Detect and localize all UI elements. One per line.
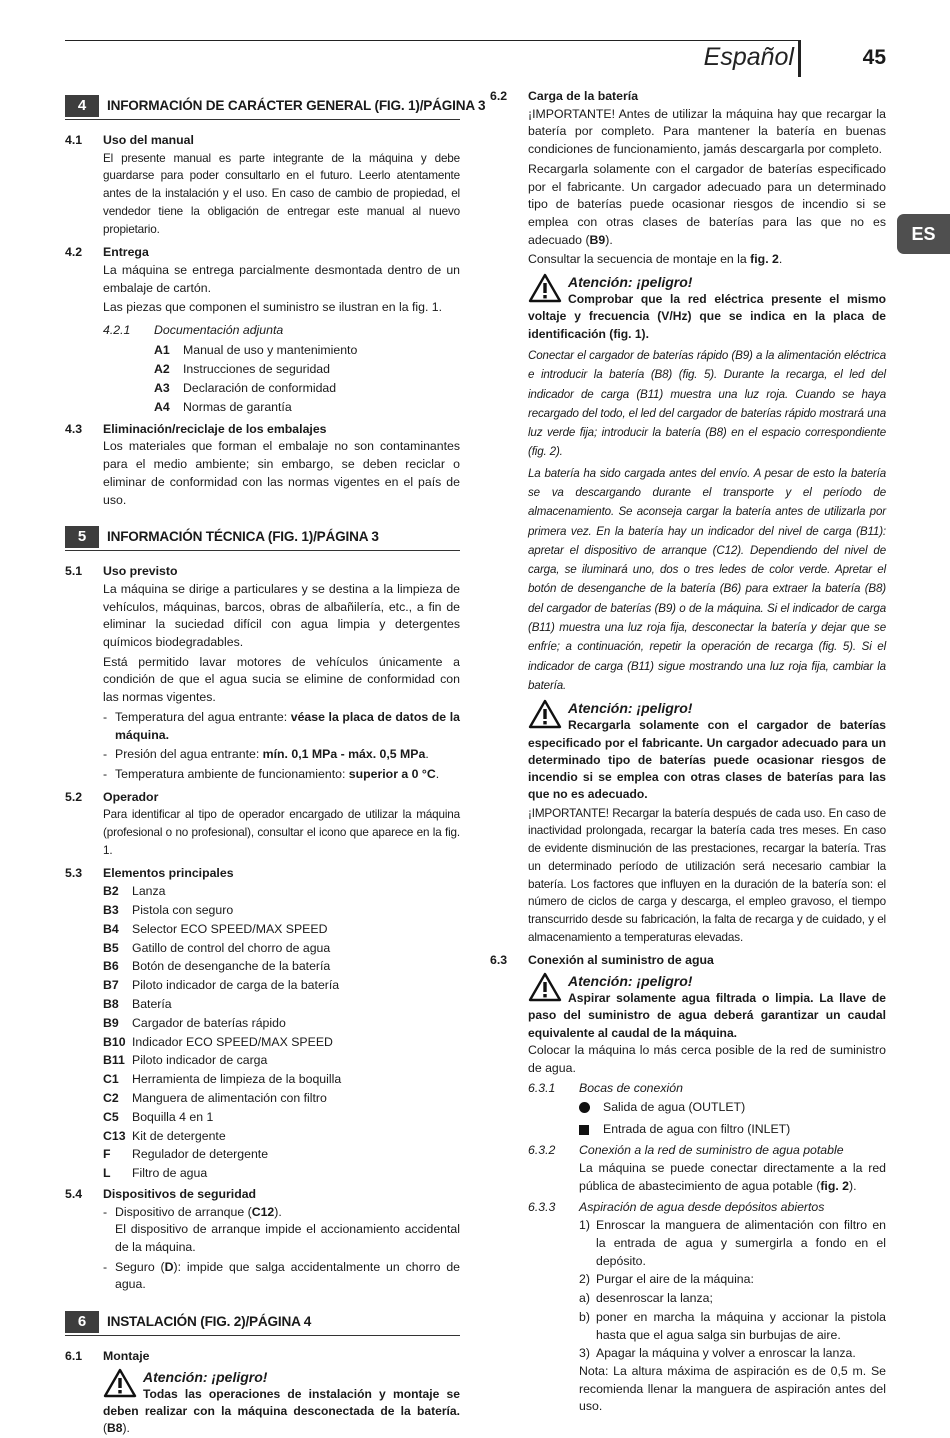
paragraph-figure-ref: fig. 2 [820,1178,850,1193]
chapter-number: 4 [65,95,99,117]
subsection-6-3-3-heading [528,1199,886,1217]
warning-code: B8 [107,1421,123,1436]
item-value: superior a 0 °C [348,766,436,781]
section-title: Uso previsto [103,564,178,579]
item-label: Herramienta de limpieza de la boquilla [132,1072,342,1087]
step-number: a) [579,1291,590,1306]
warning-triangle-icon [528,699,562,729]
item-key: L [103,1166,111,1181]
section-number: 5.2 [65,789,83,804]
aspiration-note: Nota: La altura máxima de aspiración es de 0,5 m. Se recomienda llenar la manguera de aspiración antes del uso. [579,1363,886,1414]
paragraph-text-end: ). [849,1178,857,1193]
item-text: Temperatura ambiente de funcionamiento: [115,766,349,781]
section-5-1-text-2: Está permitido lavar motores de vehículos únicamente a condición de que el agua sucia se elimine de conformidad con las normas vigentes. [103,654,460,705]
subsection-number: 4.2.1 [103,323,131,338]
item-key: C13 [103,1128,126,1143]
chapter-number: 6 [65,1311,99,1333]
step-item [579,1271,886,1289]
subsection-6-3-2-heading [528,1142,886,1160]
section-number: 6.2 [490,89,508,103]
warning-text: Comprobar que la red eléctrica presente el mismo voltaje y frecuencia (V/Hz) que se indica en la placa de identificación (fig. 1). [528,292,886,341]
item-label: Manguera de alimentación con filtro [132,1090,327,1105]
paragraph-text-end: ). [605,232,613,247]
section-number: 5.4 [65,1186,83,1201]
step-item [579,1290,886,1308]
item-key: C5 [103,1109,119,1124]
warning-message: Todas las operaciones de instalación y montaje se deben realizar con la máquina desconectada de la batería. [103,1386,460,1419]
section-6-2-text-4: ¡IMPORTANTE! Recargar la batería después de cada uso. En caso de inactividad prolongada, recargar la batería cada tres meses. En caso de evidente disminución de las prestaciones, recargar la batería. Tras un determinado período de utilización será necesario cambiar la batería. Los factores que influyen en la duración de la batería son: el número de ciclos de carga y descarga, el empleo gravoso, el tiempo transcurrido desde su fabricación, la falta de recarga y de cuidado, y el almacenamiento a temperaturas elevadas. [528,806,886,944]
list-item [154,398,460,417]
chapter-title: INSTALACIÓN (FIG. 2)/PÁGINA 4 [107,1314,312,1330]
list-item [103,1108,460,1127]
item-label: Piloto indicador de carga de la batería [132,978,340,993]
item-code: D [164,1259,174,1274]
item-key: B7 [103,978,119,993]
section-6-2-heading [490,88,886,106]
item-label: Normas de garantía [183,399,292,414]
section-6-1-heading [65,1348,460,1366]
warning-text: Recargarla solamente con el cargador de baterías especificado por el fabricante. Un cargador adecuado para un determinado tipo de baterías puede ocasionar riesgos de incendio si se emplea con otras clases de baterías para las que no es adecuado. [528,718,886,802]
warning-title: Atención: ¡peligro! [568,700,693,717]
step-text: poner en marcha la máquina y accionar la pistola hasta que el agua salga sin burbujas de aire. [596,1309,886,1342]
header-rule [65,40,800,41]
item-key: B10 [103,1034,126,1049]
chapter-5-heading [65,523,460,551]
subsection-title: Aspiración de agua desde depósitos abiertos [579,1199,825,1214]
section-number: 4.3 [65,421,83,436]
section-5-3-heading [65,865,460,883]
section-number: 4.1 [65,133,83,147]
warning-triangle-icon [528,972,562,1002]
section-title: Eliminación/reciclaje de los embalajes [103,421,327,436]
warning-text [103,1386,460,1438]
subsection-6-3-1-heading [528,1080,886,1098]
section-4-1-heading [65,132,460,150]
item-key: B2 [103,884,119,899]
list-item [579,1121,886,1139]
warning-title: Atención: ¡peligro! [568,274,693,291]
item-key: B11 [103,1053,125,1068]
item-text: Dispositivo de arranque ( [115,1204,252,1219]
step-item [579,1217,886,1270]
step-number: b) [579,1309,590,1324]
list-item: - Temperatura ambiente de funcionamiento: superior a 0 °C. [103,766,440,781]
section-4-3-heading [65,421,460,439]
list-item [103,939,460,958]
filled-circle-icon [579,1102,590,1113]
list-item [103,957,460,976]
item-label: Lanza [132,884,166,899]
left-column [65,88,486,1438]
section-5-1-heading [65,563,460,581]
item-value: véase la placa de datos de la máquina. [115,709,460,742]
paragraph-figure-ref: fig. 2 [750,252,779,267]
warning-triangle-icon [528,273,562,303]
subsection-title: Documentación adjunta [154,323,284,338]
list-item: - Temperatura del agua entrante: véase la placa de datos de la máquina. [103,709,460,742]
section-number: 5.1 [65,564,83,579]
list-item [103,901,460,920]
item-key: B6 [103,959,119,974]
item-label: Filtro de agua [132,1166,208,1181]
step-number: 1) [579,1218,590,1233]
item-label: Regulador de detergente [132,1147,269,1162]
section-6-2-text-3 [528,251,886,269]
list-item [103,920,460,939]
list-item [103,1070,460,1089]
section-number: 6.3 [490,953,508,968]
right-column [490,88,886,1416]
section-title: Carga de la batería [528,89,639,103]
page-number: 45 [862,46,886,69]
warning-title: Atención: ¡peligro! [143,1368,268,1385]
documents-list [154,341,460,417]
item-key: C1 [103,1072,119,1087]
chapter-title: INFORMACIÓN DE CARÁCTER GENERAL (FIG. 1)/PÁGINA 3 [107,98,486,113]
list-item [154,341,460,360]
step-number: 2) [579,1272,590,1287]
section-title: Entrega [103,245,149,260]
warning-box [528,699,886,803]
header-divider [798,40,801,77]
section-5-4-heading [65,1186,460,1204]
subsection-title: Conexión a la red de suministro de agua potable [579,1143,844,1158]
list-item [154,360,460,379]
list-item: - Dispositivo de arranque (C12). [103,1204,282,1219]
item-label: Selector ECO SPEED/MAX SPEED [132,921,328,936]
item-key: B8 [103,996,119,1011]
paragraph-text-end: . [778,252,783,267]
subsection-title: Bocas de conexión [579,1081,683,1096]
step-number: 3) [579,1346,590,1361]
section-title: Montaje [103,1349,150,1364]
section-6-2-italic-1: Conectar el cargador de baterías rápido (B9) a la alimentación eléctrica e introducir la batería (B8) (fig. 5). Durante la recarga, el led del indicador de carga (B11) muestra una luz roja. Cuando se haya recargado del todo, el led del cargador de baterías rápido mostrará una luz verde fija; introducir la batería (B8) en el espacio correspondiente (fig. 2). [528,348,886,459]
section-number: 6.1 [65,1349,83,1364]
list-item: - Presión del agua entrante: mín. 0,1 MPa - máx. 0,5 MPa. [103,747,429,762]
item-value: mín. 0,1 MPa - máx. 0,5 MPa [262,747,426,762]
section-6-2-text-2 [528,161,886,250]
list-item [103,882,460,901]
section-4-2-text-2: Las piezas que componen el suministro se ilustran en la fig. 1. [103,300,443,315]
warning-triangle-icon [103,1368,137,1398]
item-label: Declaración de conformidad [183,380,337,395]
item-text-end: ). [274,1204,282,1219]
chapter-title: INFORMACIÓN TÉCNICA (FIG. 1)/PÁGINA 3 [107,529,379,545]
subsection-number: 6.3.2 [528,1143,556,1158]
item-key: A4 [154,399,170,414]
item-label: Indicador ECO SPEED/MAX SPEED [132,1034,333,1049]
item-text-end: ): impide que salga accidentalmente un chorro de agua. [115,1259,460,1292]
list-item [103,995,460,1014]
section-title: Dispositivos de seguridad [103,1186,257,1201]
chapter-4-heading [65,92,486,120]
warning-box [528,273,886,343]
filled-square-icon [579,1125,589,1135]
warning-text: Aspirar solamente agua filtrada o limpia. La llave de paso del suministro de agua deberá garantizar un caudal equivalente al caudal de la máquina. [528,991,886,1040]
section-5-1-text-1: La máquina se dirige a particulares y se destina a la limpieza de vehículos, máquinas, barcos, obras de albañilería, etc., a fin de eliminar la suciedad difícil con agua limpia y detergentes químicos biodegradables. [103,581,460,650]
section-number: 4.2 [65,245,83,260]
item-key: B5 [103,940,119,955]
paragraph-text: La máquina se puede conectar directamente a la red pública de abastecimiento de agua potable ( [579,1161,886,1193]
item-text-end: . [425,747,429,762]
subsection-number: 6.3.1 [528,1081,556,1096]
warning-box [103,1368,460,1438]
item-label: Botón de desenganche de la batería [132,959,331,974]
warning-box [528,972,886,1042]
item-text: Temperatura del agua entrante: [115,709,291,724]
list-item [103,1089,460,1108]
section-number: 5.3 [65,865,83,880]
section-title: Elementos principales [103,865,234,880]
section-title: Uso del manual [103,133,194,147]
section-title: Conexión al suministro de agua [528,953,714,968]
list-item [103,1145,460,1164]
list-item-continuation [103,1221,460,1256]
paragraph-text: Recargarla solamente con el cargador de baterías especificado por el fabricante. Un cargador adecuado para un determinado tipo de baterías puede ocasionar riesgos de incendio si se emplea con otras clases de baterías para las que no es adecuado ( [528,161,886,247]
item-text-end: . [435,766,440,781]
item-key: A2 [154,361,170,376]
item-key: B4 [103,921,119,936]
step-text: Enroscar la manguera de alimentación con filtro en la entrada de agua y sumergirla a fondo en el depósito. [596,1218,886,1268]
subsection-4-2-1-heading [103,322,460,340]
item-text: Presión del agua entrante: [115,747,263,762]
item-description: El dispositivo de arranque impide el accionamiento accidental de la máquina. [115,1222,460,1255]
warning-title: Atención: ¡peligro! [568,973,693,990]
item-label: Instrucciones de seguridad [183,361,330,376]
list-item [103,1051,460,1070]
language-side-tab: ES [897,214,950,254]
section-5-2-heading [65,789,460,807]
warning-tail-end: ). [122,1421,130,1436]
list-item [103,1014,460,1033]
list-item [154,379,460,398]
section-5-2-text: Para identificar al tipo de operador encargado de utilizar la máquina (profesional o no profesional), consultar el icono que aparece en la fig. 1. [103,808,460,857]
paragraph-code: B9 [589,232,606,247]
components-list [103,882,460,1183]
section-6-2-italic-2: La batería ha sido cargada antes del envío. A pesar de esto la batería se va descargando durante el transporte y el período de almacenamiento. Se aconseja cargar la batería antes de utilizarla por primera vez. En la batería hay un indicador del nivel de carga (B11): apretar el dispositivo de arranque (C12). Dependiendo del nivel de carga, se iluminará uno, dos o tres ledes de color verde. Apretar el botón de desenganche de la batería (B6) para extraer la batería (B8) del cargador de baterías (B9) o de la máquina. Si el indicador de carga (B11) muestra una luz roja fija, desconectar la batería y dejar que se enfríe; a continuación, repetir la operación de recarga (fig. 5). Si el indicador de carga (B11) sigue mostrando una luz roja fija, cambiar la batería. [528,466,886,692]
item-label: Boquilla 4 en 1 [132,1109,214,1124]
list-item [103,1127,460,1146]
item-label: Salida de agua (OUTLET) [603,1100,746,1115]
item-label: Cargador de baterías rápido [132,1015,286,1030]
item-code: C12 [251,1204,275,1219]
chapter-6-heading [65,1308,460,1336]
item-label: Manual de uso y mantenimiento [183,342,358,357]
subsection-number: 6.3.3 [528,1199,556,1214]
item-key: B9 [103,1015,119,1030]
item-key: A3 [154,380,170,395]
warning-tail: ( [103,1421,108,1436]
item-text: Seguro ( [115,1259,165,1274]
item-key: C2 [103,1090,119,1105]
item-label: Gatillo de control del chorro de agua [132,940,331,955]
step-text: Apagar la máquina y volver a enroscar la lanza. [596,1346,856,1361]
section-6-3-text: Colocar la máquina lo más cerca posible de la red de suministro de agua. [528,1042,886,1075]
item-label: Piloto indicador de carga [132,1053,268,1068]
steps-list [490,1217,886,1363]
chapter-number: 5 [65,526,99,548]
item-key: B3 [103,903,119,917]
section-6-3-heading [490,952,886,970]
section-4-2-heading [65,244,460,262]
step-text: Purgar el aire de la máquina: [596,1272,754,1287]
item-label: Pistola con seguro [132,903,234,917]
step-item [579,1345,886,1363]
list-item [103,1033,460,1052]
section-4-2-text-1: La máquina se entrega parcialmente desmontada dentro de un embalaje de cartón. [103,262,460,295]
section-4-1-text: El presente manual es parte integrante de la máquina y debe guardarse para poder consultarlo en el futuro. Leerlo atentamente antes de la instalación y el uso. En caso de cambio de propiedad, el vendedor tiene la obligación de entregar este manual al nuevo propietario. [103,151,460,236]
list-item: - Seguro (D): impide que salga accidentalmente un chorro de agua. [103,1259,460,1292]
section-6-2-text-1: ¡IMPORTANTE! Antes de utilizar la máquina hay que recargar la batería por completo. Para mantener la batería en buenas condiciones de funcionamiento, jamás descargarla por completo. [528,106,886,157]
list-item [579,1099,886,1117]
section-4-3-text: Los materiales que forman el embalaje no son contaminantes para el medio ambiente; sin embargo, se deben reciclar o eliminar de conformidad con las normas vigentes en el país de uso. [103,439,460,507]
item-key: A1 [154,342,170,357]
section-title: Operador [103,789,159,804]
list-item [103,1164,460,1183]
subsection-6-3-2-text [579,1160,886,1195]
item-label: Batería [132,996,172,1011]
paragraph-text: Consultar la secuencia de montaje en la [528,252,751,267]
item-label: Kit de detergente [132,1128,226,1143]
step-item [579,1309,886,1344]
language-label: Español [703,43,794,71]
step-text: desenroscar la lanza; [596,1291,713,1306]
list-item [103,976,460,995]
item-label: Entrada de agua con filtro (INLET) [603,1121,791,1136]
item-key: F [103,1147,111,1162]
